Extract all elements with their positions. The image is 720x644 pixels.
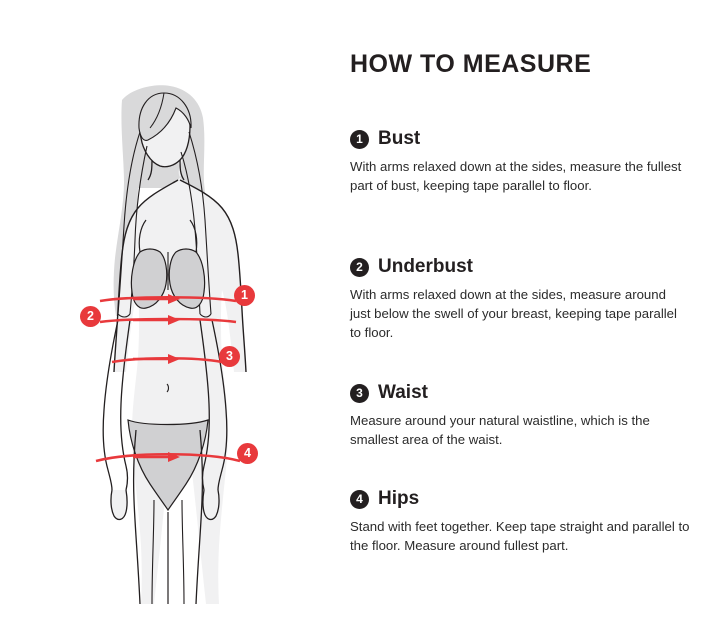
waist-marker: 3 bbox=[219, 346, 240, 367]
step-number-badge: 1 bbox=[350, 130, 369, 149]
step-bust-body: With arms relaxed down at the sides, measure the fullest part of bust, keeping tape parallel to floor. bbox=[350, 159, 682, 194]
step-underbust-header bbox=[350, 256, 690, 278]
instructions-panel bbox=[330, 0, 720, 644]
step-underbust-title: Underbust bbox=[378, 256, 473, 277]
hand-left bbox=[111, 490, 127, 519]
bust-marker: 1 bbox=[234, 285, 255, 306]
step-number-badge: 4 bbox=[350, 490, 369, 509]
underbust-marker: 2 bbox=[80, 306, 101, 327]
step-hips-title: Hips bbox=[378, 488, 420, 509]
step-waist-title: Waist bbox=[378, 382, 428, 403]
step-bust-header bbox=[350, 128, 690, 150]
step-bust bbox=[350, 128, 690, 195]
step-waist-header bbox=[350, 382, 690, 404]
step-number-badge: 2 bbox=[350, 258, 369, 277]
step-bust-title: Bust bbox=[378, 128, 421, 149]
hand-right bbox=[203, 490, 219, 519]
step-number-badge: 3 bbox=[350, 384, 369, 403]
step-waist-body: Measure around your natural waistline, which is the smallest area of the waist. bbox=[350, 413, 650, 448]
hips-marker: 4 bbox=[237, 443, 258, 464]
step-hips bbox=[350, 488, 690, 555]
step-waist bbox=[350, 382, 690, 449]
figure-panel bbox=[0, 0, 330, 644]
thigh-right-inner bbox=[182, 500, 184, 604]
step-hips-body: Stand with feet together. Keep tape straight and parallel to the floor. Measure around fullest part. bbox=[350, 519, 690, 554]
step-underbust bbox=[350, 256, 690, 342]
step-underbust-body: With arms relaxed down at the sides, measure around just below the swell of your breast, keeping tape parallel to floor. bbox=[350, 287, 677, 341]
female-body-measurement-diagram bbox=[0, 0, 330, 644]
page-title: HOW TO MEASURE bbox=[350, 50, 592, 78]
step-hips-header bbox=[350, 488, 690, 510]
